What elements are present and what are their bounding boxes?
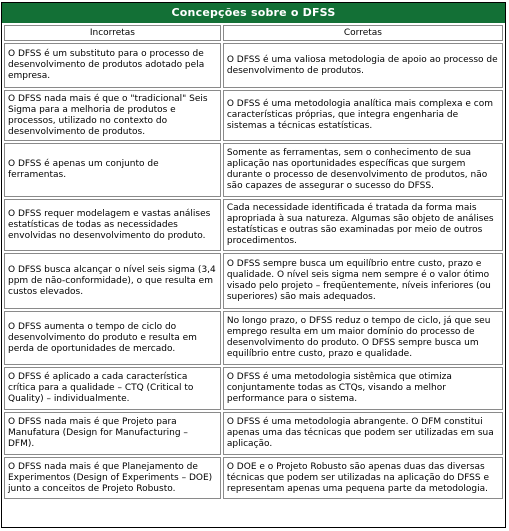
correct-cell: Cada necessidade identificada é tratada da forma mais apropriada à sua natureza. Algumas são objeto de análises estatísticas e outras são examinadas por meio de outros procedimentos. xyxy=(223,199,503,251)
header-correct: Corretas xyxy=(223,25,503,41)
table-row xyxy=(4,90,503,141)
incorrect-cell: O DFSS nada mais é que Planejamento de Experimentos (Design of Experiments – DOE) junto a conceitos de Projeto Robusto. xyxy=(4,457,221,499)
correct-cell: O DFSS sempre busca um equilíbrio entre custo, prazo e qualidade. O nível seis sigma nem sempre é o valor ótimo visado pelo projeto – freqüentemente, níveis inferiores (ou superiores) são mais adequados. xyxy=(223,253,503,309)
incorrect-cell: O DFSS é apenas um conjunto de ferramentas. xyxy=(4,143,221,197)
table-row xyxy=(4,412,503,455)
concepts-table xyxy=(2,23,505,501)
table-row xyxy=(4,143,503,197)
incorrect-cell: O DFSS é aplicado a cada característica crítica para a qualidade – CTQ (Critical to Quality) – individualmente. xyxy=(4,367,221,410)
table-row xyxy=(4,43,503,88)
incorrect-cell: O DFSS requer modelagem e vastas análises estatísticas de todas as necessidades envolvidas no desenvolvimento do produto. xyxy=(4,199,221,251)
correct-cell: O DOE e o Projeto Robusto são apenas duas das diversas técnicas que podem ser utilizadas na aplicação do DFSS e representam apenas uma pequena parte da metodologia. xyxy=(223,457,503,499)
header-incorrect: Incorretas xyxy=(4,25,221,41)
table-row xyxy=(4,367,503,410)
table-row xyxy=(4,311,503,365)
table-row xyxy=(4,199,503,251)
correct-cell: O DFSS é uma metodologia abrangente. O DFM constitui apenas uma das técnicas que podem ser utilizadas em sua aplicação. xyxy=(223,412,503,455)
correct-cell: Somente as ferramentas, sem o conhecimento de sua aplicação nas oportunidades específicas que surgem durante o processo de desenvolvimento de produtos, não são capazes de assegurar o sucesso do DFSS. xyxy=(223,143,503,197)
correct-cell: O DFSS é uma metodologia analítica mais complexa e com características próprias, que integra engenharia de sistemas a técnicas estatísticas. xyxy=(223,90,503,141)
incorrect-cell: O DFSS nada mais é que Projeto para Manufatura (Design for Manufacturing – DFM). xyxy=(4,412,221,455)
correct-cell: O DFSS é uma metodologia sistêmica que otimiza conjuntamente todas as CTQs, visando a melhor performance para o sistema. xyxy=(223,367,503,410)
table-row xyxy=(4,253,503,309)
incorrect-cell: O DFSS busca alcançar o nível seis sigma (3,4 ppm de não-conformidade), o que resulta em custos elevados. xyxy=(4,253,221,309)
correct-cell: No longo prazo, o DFSS reduz o tempo de ciclo, já que seu emprego resulta em um maior domínio do processo de desenvolvimento do produto. O DFSS sempre busca um equilíbrio entre custo, prazo e qualidade. xyxy=(223,311,503,365)
table-row xyxy=(4,457,503,499)
correct-cell: O DFSS é uma valiosa metodologia de apoio ao processo de desenvolvimento de produtos. xyxy=(223,43,503,88)
incorrect-cell: O DFSS é um substituto para o processo de desenvolvimento de produtos adotado pela empresa. xyxy=(4,43,221,88)
concepts-table-frame xyxy=(1,2,506,528)
incorrect-cell: O DFSS nada mais é que o "tradicional" Seis Sigma para a melhoria de produtos e processos, utilizado no contexto do desenvolvimento de produtos. xyxy=(4,90,221,141)
incorrect-cell: O DFSS aumenta o tempo de ciclo do desenvolvimento do produto e resulta em perda de oportunidades de mercado. xyxy=(4,311,221,365)
header-row xyxy=(4,25,503,41)
table-title: Concepções sobre o DFSS xyxy=(2,3,505,23)
